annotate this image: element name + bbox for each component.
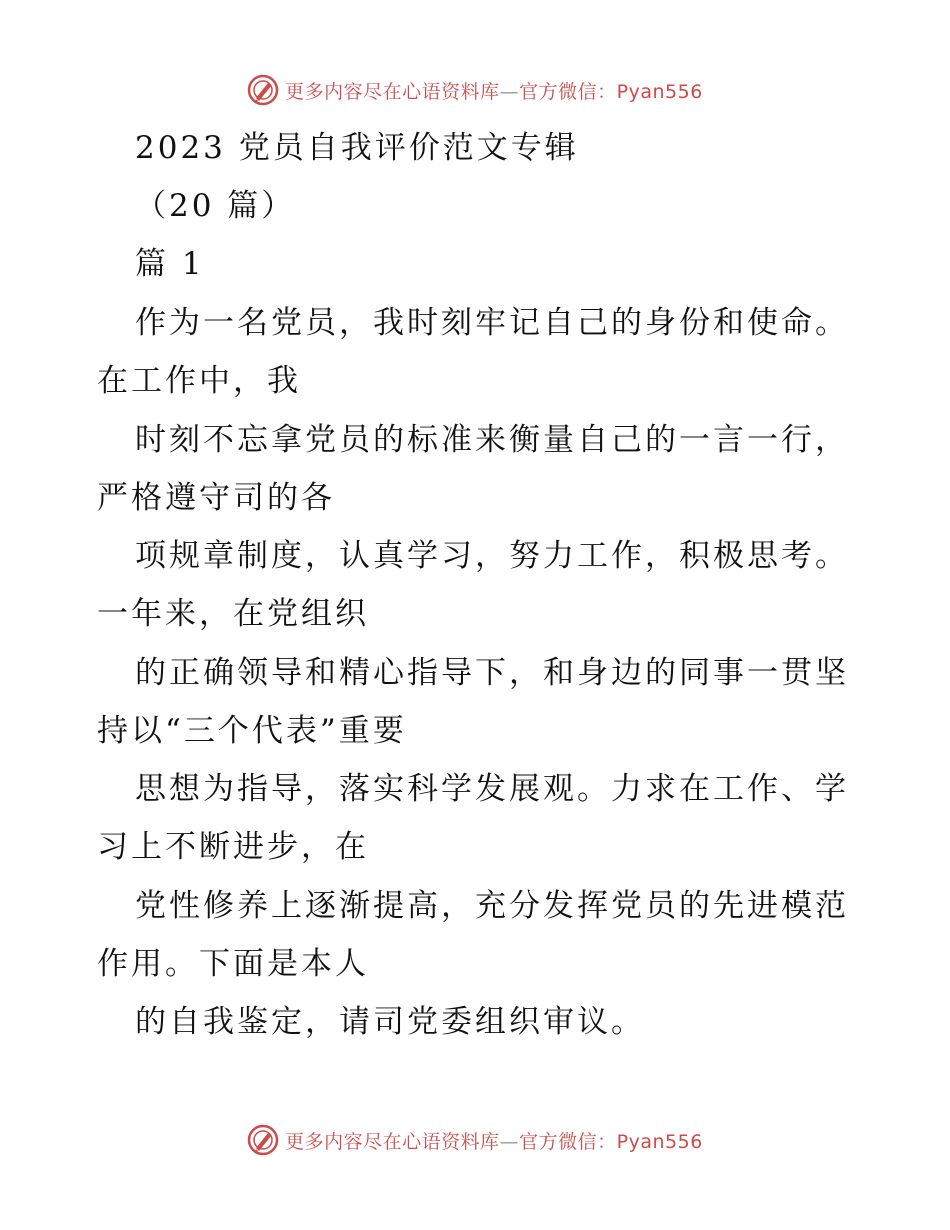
paragraph-line: 一年来，在党组织 bbox=[97, 596, 369, 632]
paragraph-line: 作用。下面是本人 bbox=[97, 946, 369, 982]
paragraph-line: 在工作中，我 bbox=[97, 363, 301, 399]
header-watermark bbox=[0, 70, 950, 110]
watermark-text bbox=[285, 77, 703, 104]
pen-seal-icon bbox=[247, 74, 279, 106]
section-heading: 篇 1 bbox=[135, 246, 205, 282]
watermark-separator: — bbox=[499, 80, 520, 103]
pen-seal-icon bbox=[247, 1124, 279, 1156]
watermark-main: 更多内容尽在心语资料库 bbox=[285, 1130, 500, 1153]
paragraph-line: 时刻不忘拿党员的标准来衡量自己的一言一行， bbox=[135, 422, 849, 458]
document-subtitle: （20 篇） bbox=[135, 188, 296, 224]
paragraph-line: 严格遵守司的各 bbox=[97, 480, 335, 516]
paragraph-line: 习上不断进步，在 bbox=[97, 829, 369, 865]
document-title: 2023 党员自我评价范文专辑 bbox=[135, 130, 579, 166]
watermark-wechat: 官方微信：Pyan556 bbox=[519, 80, 703, 103]
paragraph-line: 作为一名党员，我时刻牢记自己的身份和使命。 bbox=[135, 305, 849, 341]
paragraph-line: 党性修养上逐渐提高，充分发挥党员的先进模范 bbox=[135, 888, 849, 924]
paragraph-line: 项规章制度，认真学习，努力工作，积极思考。 bbox=[135, 538, 849, 574]
paragraph-line: 持以“三个代表”重要 bbox=[97, 713, 407, 749]
paragraph-line: 的正确领导和精心指导下，和身边的同事一贯坚 bbox=[135, 655, 849, 691]
watermark-wechat: 官方微信：Pyan556 bbox=[519, 1130, 703, 1153]
footer-watermark bbox=[0, 1120, 950, 1160]
watermark-text bbox=[285, 1127, 703, 1154]
paragraph-line: 思想为指导，落实科学发展观。力求在工作、学 bbox=[135, 771, 849, 807]
watermark-main: 更多内容尽在心语资料库 bbox=[285, 80, 500, 103]
watermark-separator: — bbox=[499, 1130, 520, 1153]
paragraph-line: 的自我鉴定，请司党委组织审议。 bbox=[135, 1004, 645, 1040]
